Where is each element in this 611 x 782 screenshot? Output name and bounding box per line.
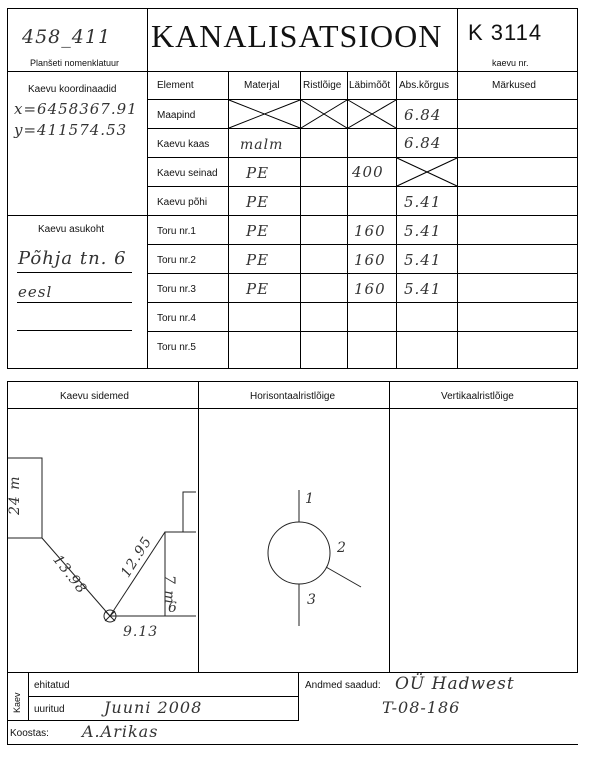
row-element: Kaevu kaas <box>157 139 210 150</box>
row-abs: 5.41 <box>404 222 442 240</box>
pipe-label: 2 <box>337 540 347 556</box>
vertical-section-header: Vertikaalristlõige <box>441 391 514 402</box>
row-materjal: PE <box>246 251 270 269</box>
built-label: ehitatud <box>34 680 70 691</box>
header-materjal: Materjal <box>244 80 280 91</box>
location-line1: Põhja tn. 6 <box>18 248 127 269</box>
sketch-measure: 9.13 <box>123 624 159 640</box>
row-element: Kaevu seinad <box>157 168 218 179</box>
tablet-label: Planšeti nomenklatuur <box>30 58 120 68</box>
source-code: T-08-186 <box>382 698 461 717</box>
pipe-label: 1 <box>305 491 315 507</box>
row-abs: 5.41 <box>404 193 442 211</box>
row-abs: 6.84 <box>404 106 442 124</box>
header-abs: Abs.kõrgus <box>399 80 450 91</box>
row-element: Maapind <box>157 110 196 121</box>
measured-label: uuritud <box>34 704 65 715</box>
row-materjal: PE <box>246 193 270 211</box>
horizontal-section-header: Horisontaalristlõige <box>250 391 336 402</box>
well-number: K 3114 <box>468 20 543 45</box>
row-element: Toru nr.2 <box>157 255 196 266</box>
row-labimoot: 160 <box>354 280 386 298</box>
row-abs: 5.41 <box>404 251 442 269</box>
row-abs: 6.84 <box>404 134 442 152</box>
row-abs: 5.41 <box>404 280 442 298</box>
page-title: KANALISATSIOON <box>151 18 443 54</box>
links-header: Kaevu sidemed <box>60 391 129 402</box>
author-value: A.Arikas <box>82 722 159 741</box>
measured-value: Juuni 2008 <box>104 698 203 717</box>
row-materjal: PE <box>246 280 270 298</box>
sketch-measure: 6 <box>168 600 178 616</box>
sketch-measure: 13.98 <box>49 552 90 598</box>
row-materjal: malm <box>240 137 284 153</box>
tablet-number: 458_411 <box>22 26 112 48</box>
header-ristloige: Ristlõige <box>303 80 342 91</box>
row-labimoot: 160 <box>354 222 386 240</box>
side-label: Kaev <box>12 692 22 713</box>
row-labimoot: 400 <box>352 163 384 181</box>
header-labimoot: Läbimõõt <box>349 80 391 91</box>
row-element: Toru nr.3 <box>157 284 196 295</box>
row-element: Toru nr.1 <box>157 226 196 237</box>
location-label: Kaevu asukoht <box>38 224 105 235</box>
header-markused: Märkused <box>492 80 536 91</box>
coordinate-x: x=6458367.91 <box>14 100 138 118</box>
row-element: Toru nr.4 <box>157 313 196 324</box>
sketch-measure: 12.95 <box>118 533 156 581</box>
row-materjal: PE <box>246 164 270 182</box>
row-element: Toru nr.5 <box>157 342 196 353</box>
row-labimoot: 160 <box>354 251 386 269</box>
sketch-measure: 7 m <box>161 575 177 605</box>
pipe-label: 3 <box>307 592 317 608</box>
source-value: OÜ Hadwest <box>395 674 515 694</box>
well-label: kaevu nr. <box>492 58 529 68</box>
row-element: Kaevu põhi <box>157 197 208 208</box>
coordinates-label: Kaevu koordinaadid <box>28 84 117 95</box>
row-materjal: PE <box>246 222 270 240</box>
source-label: Andmed saadud: <box>305 680 381 691</box>
author-label: Koostas: <box>10 728 49 739</box>
header-element: Element <box>157 80 194 91</box>
sketch-measure: 24 m <box>7 475 23 515</box>
location-line2: eesl <box>18 283 53 301</box>
coordinate-y: y=411574.53 <box>14 121 128 139</box>
